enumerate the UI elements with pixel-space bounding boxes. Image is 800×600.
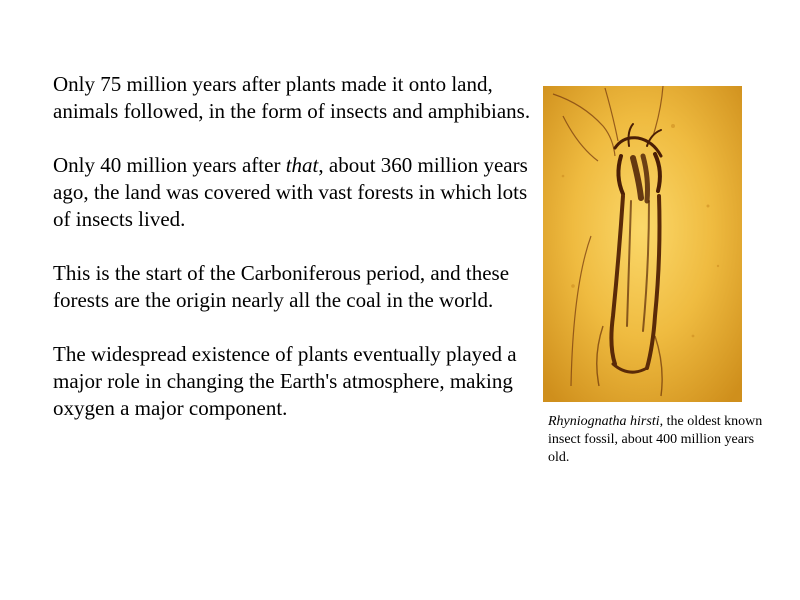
paragraph-2-after: , about 360 million years ago, the land was covered with vast forests in which lots of insects lived.: [53, 153, 528, 231]
figure-caption: [548, 413, 763, 467]
paragraph-3-text: This is the start of the Carboniferous period, and these forests are the origin nearly all the coal in the world.: [53, 261, 510, 312]
paragraph-1: [53, 71, 533, 125]
fossil-photo: [543, 86, 742, 402]
paragraph-2: [53, 152, 533, 233]
paragraph-1-text: Only 75 million years after plants made it onto land, animals followed, in the form of insects and amphibians.: [53, 72, 531, 123]
paragraph-2-before: Only 40 million years after: [53, 153, 286, 177]
caption-species: Rhyniognatha hirsti: [548, 414, 660, 429]
paragraph-4-text: The widespread existence of plants eventually played a major role in changing the Earth's atmosphere, making oxygen a major component.: [53, 342, 517, 420]
paragraph-3: [53, 260, 533, 314]
paragraph-2-emphasis: that: [285, 153, 319, 177]
fossil-illustration: [543, 86, 742, 402]
body-text: [53, 71, 533, 449]
caption-text: , the oldest known insect fossil, about 400 million years old.: [548, 414, 763, 465]
paragraph-4: [53, 341, 533, 422]
